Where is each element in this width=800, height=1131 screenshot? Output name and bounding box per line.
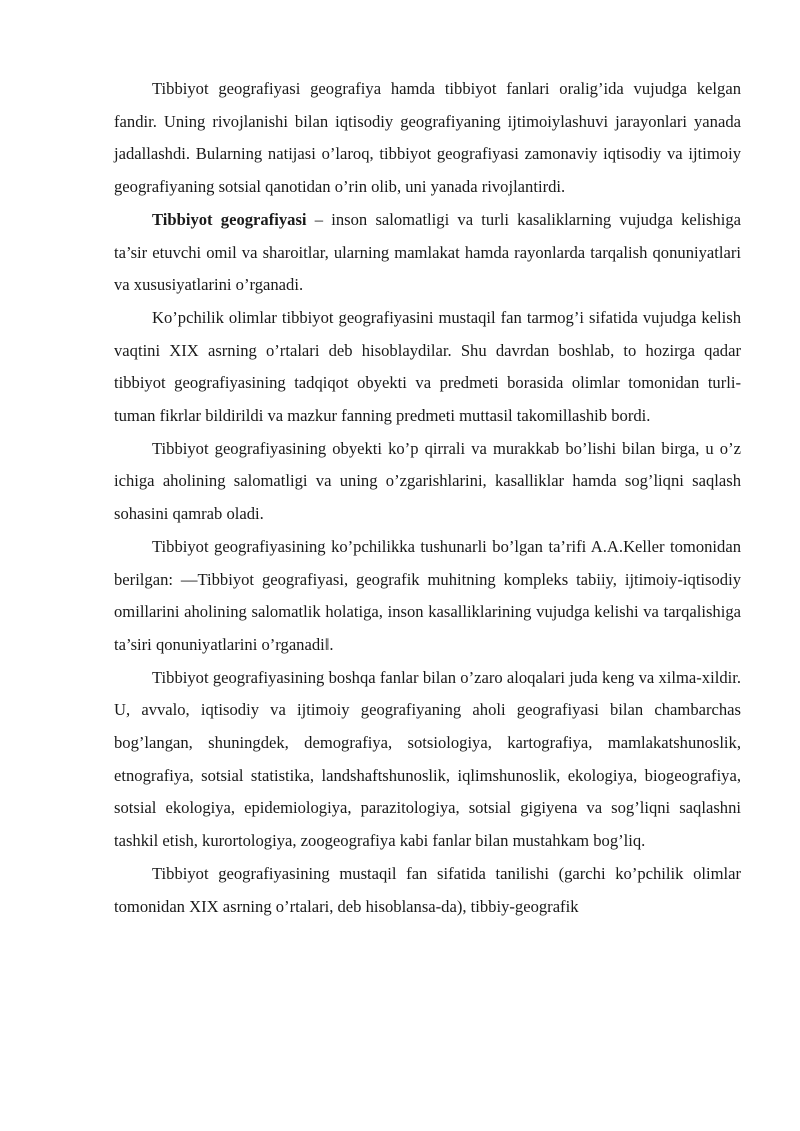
- paragraph-6-text: Tibbiyot geografiyasining boshqa fanlar bilan o’zaro aloqalari juda keng va xilma-xildir. U, avvalo, iqtisodiy va ijtimoiy geografiyaning aholi geografiyasi bilan chambarchas bog’langan, shuningdek, demografiya, sotsiologiya, kartografiya, mamlakatshunoslik, etnografiya, sotsial statistika, landshaftshunoslik, iqlimshunoslik, ekologiya, biogeografiya, sotsial ekologiya, epidemiologiya, parazitologiya, sotsial gigiyena va sog’liqni saqlashni tashkil etish, kurortologiya, zoogeografiya kabi fanlar bilan mustahkam bog’liq.: [114, 667, 741, 851]
- paragraph-7-text: Tibbiyot geografiyasining mustaqil fan sifatida tanilishi (garchi ko’pchilik olimlar tomonidan XIX asrning o’rtalari, deb hisoblansa-da), tibbiy-geografik: [114, 863, 741, 916]
- paragraph-7: [114, 858, 741, 923]
- paragraph-1: [114, 73, 741, 204]
- paragraph-1-text: Tibbiyot geografiyasi geografiya hamda tibbiyot fanlari oralig’ida vujudga kelgan fandir. Uning rivojlanishi bilan iqtisodiy geografiyaning ijtimoiylashuvi jarayonlari yanada jadallashdi. Bularning natijasi o’laroq, tibbiyot geografiyasi zamonaviy iqtisodiy va ijtimoiy geografiyaning sotsial qanotidan o’rin olib, uni yanada rivojlantirdi.: [114, 79, 741, 197]
- paragraph-4-text: Tibbiyot geografiyasining obyekti ko’p qirrali va murakkab bo’lishi bilan birga, u o’z ichiga aholining salomatligi va uning o’zgarishlarini, kasalliklar hamda sog’liqni saqlash sohasini qamrab oladi.: [114, 438, 741, 524]
- paragraph-2: [114, 204, 741, 302]
- paragraph-5: [114, 531, 741, 662]
- paragraph-4: [114, 433, 741, 531]
- document-body: [114, 73, 741, 923]
- definition-term: Tibbiyot geografiyasi: [152, 209, 307, 229]
- paragraph-5-text: Tibbiyot geografiyasining ko’pchilikka tushunarli bo’lgan ta’rifi A.A.Keller tomonidan berilgan: ―Tibbiyot geografiyasi, geografik muhitning kompleks tabiiy, ijtimoiy-iqtisodiy omillarini aholining salomatlik holatiga, inson kasalliklarining vujudga kelishi va tarqalishiga ta’siri qonuniyatlarini o’rganadi‖.: [114, 536, 741, 654]
- paragraph-6: [114, 662, 741, 858]
- paragraph-3-text: Ko’pchilik olimlar tibbiyot geografiyasini mustaqil fan tarmog’i sifatida vujudga kelish vaqtini XIX asrning o’rtalari deb hisoblaydilar. Shu davrdan boshlab, to hozirga qadar tibbiyot geografiyasining tadqiqot obyekti va predmeti borasida olimlar tomonidan turli-tuman fikrlar bildirildi va mazkur fanning predmeti muttasil takomillashib bordi.: [114, 307, 741, 426]
- paragraph-2-text: – inson salomatligi va turli kasaliklarning vujudga kelishiga ta’sir etuvchi omil va sharoitlar, ularning mamlakat hamda rayonlarda tarqalish qonuniyatlari va xususiyatlarini o’rganadi.: [114, 209, 741, 295]
- paragraph-3: [114, 302, 741, 433]
